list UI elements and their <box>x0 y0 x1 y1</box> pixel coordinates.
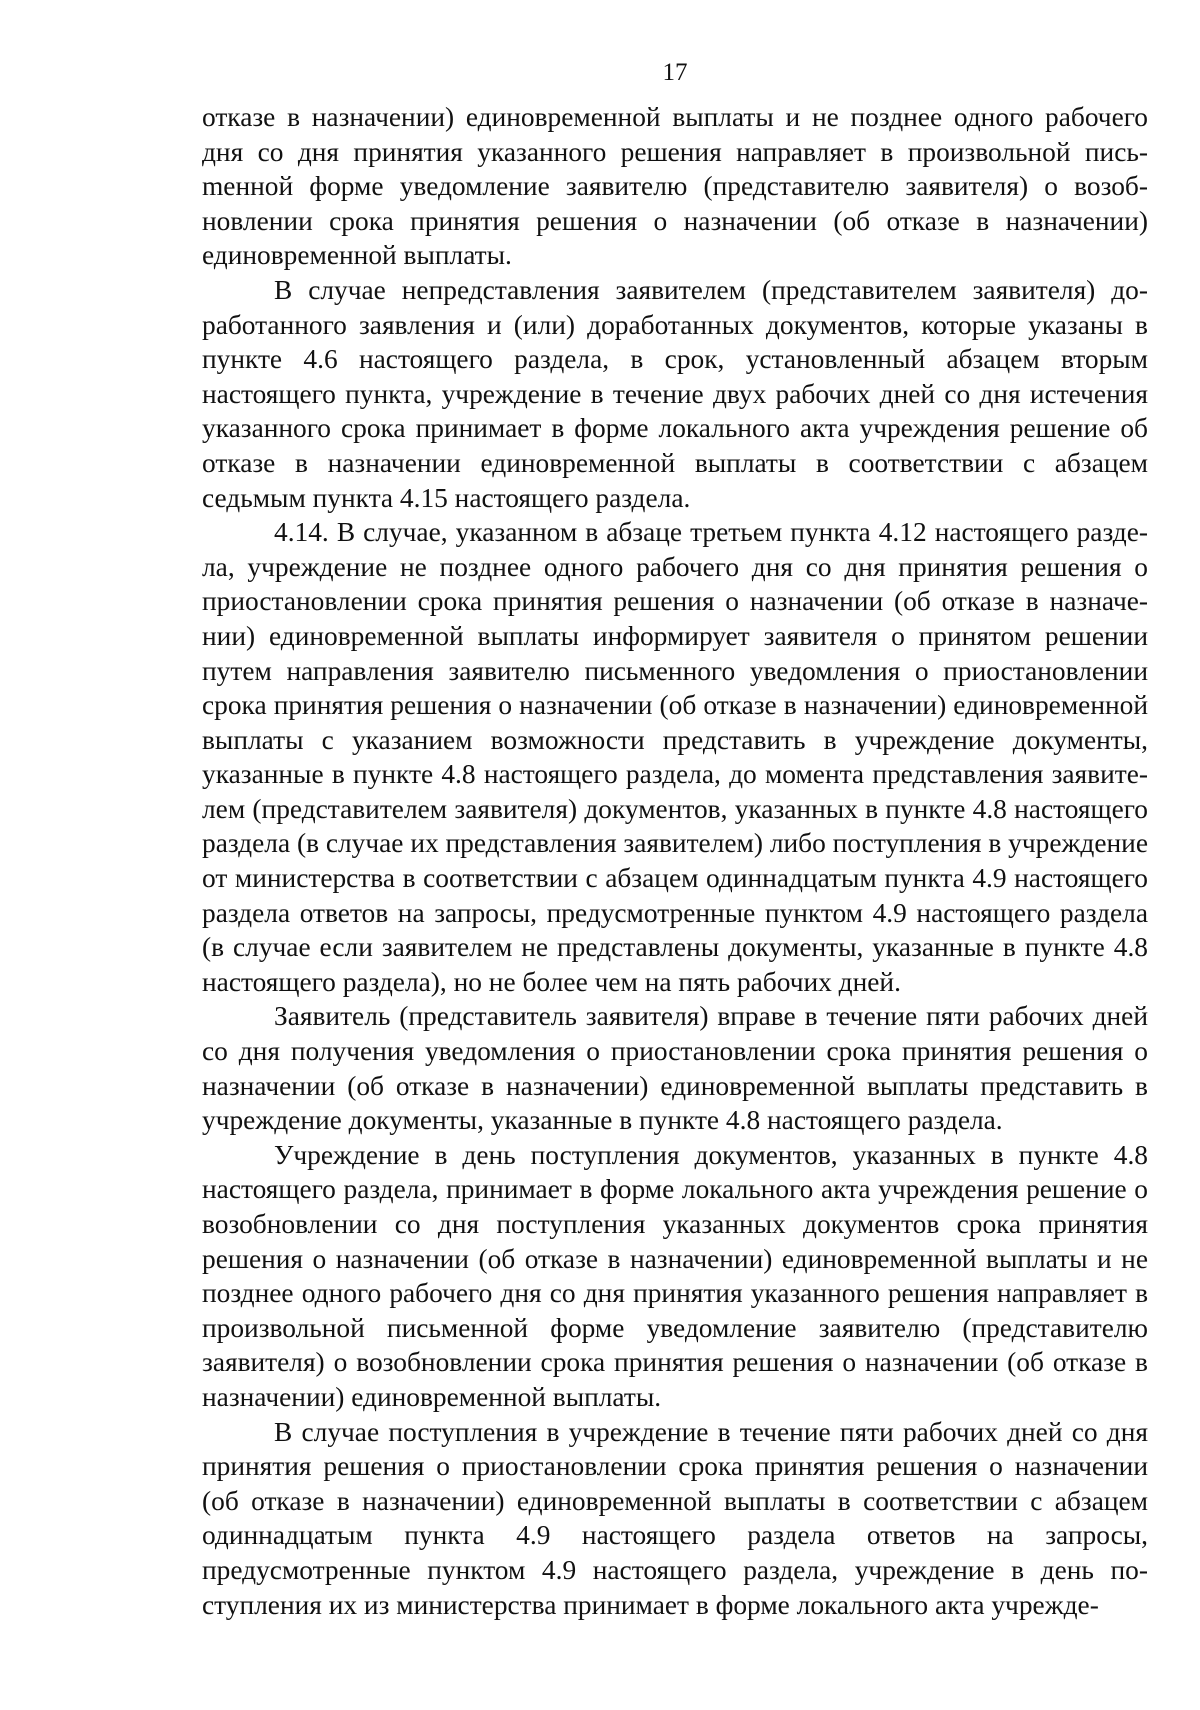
paragraph-applicant-right: Заявитель (представитель заявителя) вправе в течение пяти рабочих дней со дня получения уведомления о приостановлении срока принятия решения о назначении (об отказе в назначении) единовременной выплаты представить в учреждение документы, указанные в пункте 4.8 настоящего раздела. <box>202 1001 1148 1136</box>
paragraph-continuation: отказе в назначении) единовременной выплаты и не позднее одного рабочего дня со дня принятия указанного решения направляет в произвольной письmенной форме уведомление заявителю (представителю заявителя) о возобновлении срока принятия решения о назначении (об отказе в назначении) единовременной выплаты. <box>202 102 1148 271</box>
page-number: 17 <box>662 59 688 86</box>
document-body <box>202 100 1148 1622</box>
paragraph-ministry-responses: В случае поступления в учреждение в течение пяти рабочих дней со дня принятия решения о приостановлении срока принятия решения о назначении (об отказе в назначении) единовременной выплаты в соответствии с абзацем одиннадцатым пункта 4.9 настоящего раздела ответов на запросы, предусмотренные пунктом 4.9 настоящего раздела, учреждение в день поступления их из министерства принимает в форме локального акта учрежде- <box>202 1416 1148 1620</box>
paragraph-4-14: 4.14. В случае, указанном в абзаце третьем пункта 4.12 настоящего раздела, учреждение не позднее одного рабочего дня со дня принятия решения о приостановлении срока принятия решения о назначении (об отказе в назначении) единовременной выплаты информирует заявителя о принятом решении путем направления заявителю письменного уведомления о приостановлении срока принятия решения о назначении (об отказе в назначении) единовременной выплаты с указанием возможности представить в учреждение документы, указанные в пункте 4.8 настоящего раздела, до момента представления заявителем (представителем заявителя) документов, указанных в пункте 4.8 настоящего раздела (в случае их представления заявителем) либо поступления в учреждение от министерства в соответствии с абзацем одиннадцатым пункта 4.9 настоящего раздела ответов на запросы, предусмотренные пунктом 4.9 настоящего раздела (в случае если заявителем не представлены документы, указанные в пункте 4.8 настоящего раздела), но не более чем на пять рабочих дней. <box>202 517 1148 997</box>
paragraph-institution-resumption: Учреждение в день поступления документов, указанных в пункте 4.8 настоящего раздела, принимает в форме локального акта учреждения решение о возобновлении со дня поступления указанных документов срока принятия решения о назначении (об отказе в назначении) единовременной выплаты и не позднее одного рабочего дня со дня принятия указанного решения направляет в произвольной письменной форме уведомление заявителю (представителю заявителя) о возобновлении срока принятия решения о назначении (об отказе в назначении) единовременной выплаты. <box>202 1139 1148 1412</box>
paragraph-non-submission: В случае непредставления заявителем (представителем заявителя) доработанного заявления и (или) доработанных документов, которые указаны в пункте 4.6 настоящего раздела, в срок, установленный абзацем вторым настоящего пункта, учреждение в течение двух рабочих дней со дня истечения указанного срока принимает в форме локального акта учреждения решение об отказе в назначении единовременной выплаты в соответствии с абзацем седьмым пункта 4.15 настоящего раздела. <box>202 274 1148 513</box>
